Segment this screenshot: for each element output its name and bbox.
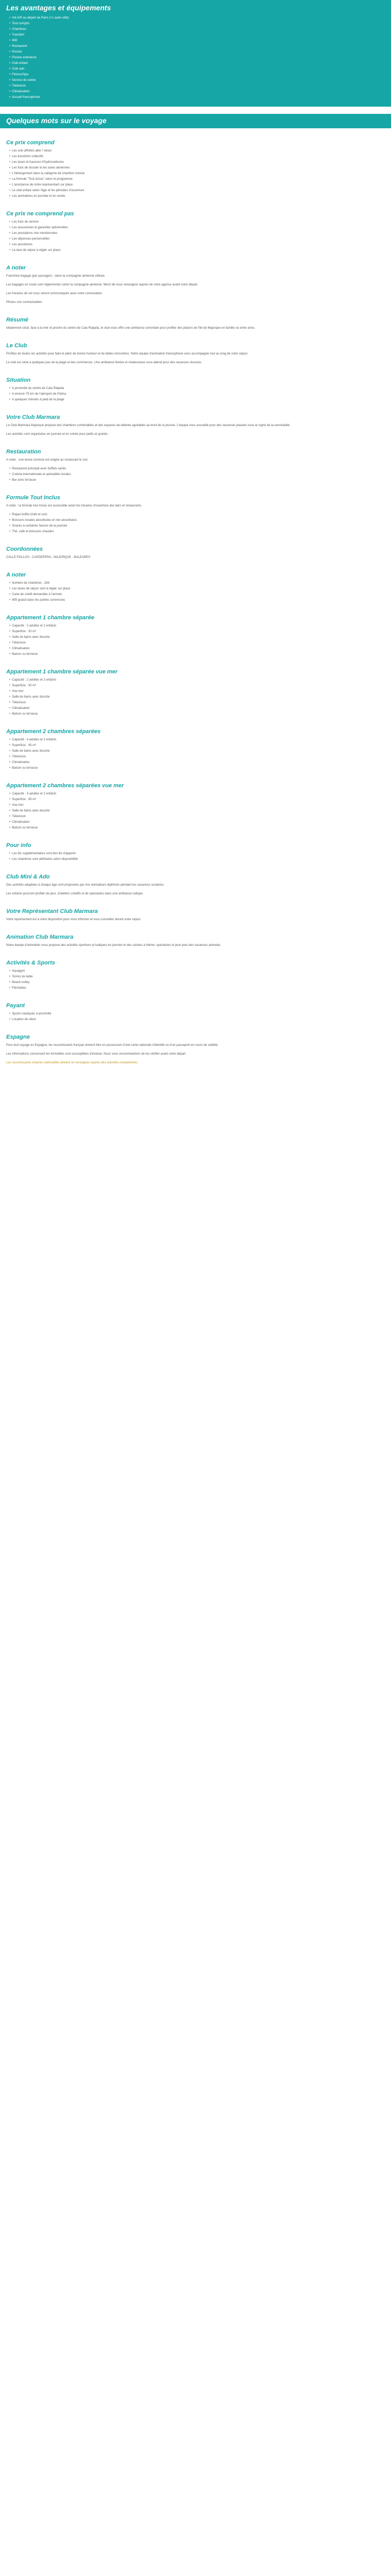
section-list (6, 466, 385, 483)
section-paragraph: Le club est situé à quelques pas de la plage et des commerces. Une ambiance festive et chaleureuse vous attend pour des vacances réussies. (6, 361, 202, 364)
section-list-item: • Restaurant principal avec buffets variés (9, 466, 385, 472)
section-list-item: • Capacité : 2 adultes et 2 enfants (9, 677, 385, 683)
section-title: Votre Club Marmara (6, 414, 60, 420)
section-list-item: • Balcon ou terrasse (9, 711, 385, 717)
section-list-item: • Les frais de dossier et les taxes aériennes (9, 165, 385, 171)
section-title: Payant (6, 1003, 25, 1009)
equipement-item: • Transfert (13, 32, 385, 38)
section-title: Espagne (6, 1034, 30, 1040)
section (6, 907, 385, 923)
equipement-item: • Club enfant (13, 61, 385, 66)
section-list-item: • Les lits supplémentaires sont des lits d'appoint (9, 851, 385, 857)
section-list-item: • Superficie : 45 m² (9, 797, 385, 803)
section-list-item: • Superficie : 30 m² (9, 683, 385, 689)
section-list-item: • Aquagym (9, 969, 385, 974)
section-title: Le Club (6, 343, 27, 349)
section-list-item: • Télévision (9, 700, 385, 706)
section-list-item: • Télévision (9, 754, 385, 760)
section (6, 782, 385, 831)
section (6, 727, 385, 771)
equipements-title: Les avantages et équipements (6, 4, 111, 12)
section-paragraph: Idéalement situé, face à la mer et proche du centre de Cala Ratjada, le club vous offre une ambiance conviviale pour profiter des plaisirs de l'île de Majorque en famille ou entre amis. (6, 327, 255, 330)
section-title: Activités & Sports (6, 960, 55, 966)
section-list-item: • Vue mer (9, 803, 385, 808)
section-title: Formule Tout Inclus (6, 495, 60, 501)
section-paragraph: Pour tout voyage en Espagne, les ressortissants français doivent être en possession d'une carte nationale d'identité ou d'un passeport en cours de validité. (6, 1044, 219, 1047)
section-list-item: • L'assistance de notre représentant sur place (9, 182, 385, 188)
section-title: Résumé (6, 317, 28, 323)
section-paragraph: Les informations concernant les formalités sont susceptibles d'évoluer. Nous vous recommandons de les vérifier avant votre départ. (6, 1053, 187, 1056)
section-list (6, 581, 385, 603)
section (6, 933, 385, 948)
section-list-item: • L'hébergement dans la catégorie de chambre choisie (9, 171, 385, 177)
equipement-item: • Tout compris (13, 21, 385, 27)
section-list-item: • Les taxes de séjour sont à régler sur place (9, 586, 385, 592)
section-title: A noter (6, 572, 26, 578)
section-list-item: • Climatisation (9, 820, 385, 825)
section-list-item: • Climatisation (9, 760, 385, 766)
section-title: Ce prix ne comprend pas (6, 211, 74, 217)
equipement-item: • Vol A/R au départ de Paris (+1 autre ville) (13, 15, 385, 21)
section-list-item: • Les taxes et hausses d'hydrocarbures (9, 160, 385, 165)
section-paragraph: Photos non contractuelles. (6, 301, 43, 304)
section-list-item: • Boissons locales alcoolisées et non alcoolisées (9, 518, 385, 523)
voyage-banner: Quelques mots sur le voyage (0, 114, 391, 128)
section-list-item: • Superficie : 45 m² (9, 743, 385, 749)
section-title: Animation Club Marmara (6, 934, 74, 940)
section-paragraph: Les activités sont organisées en journée et en soirée pour petits et grands. (6, 433, 109, 436)
section-title: Restauration (6, 449, 41, 455)
equipements-list (6, 15, 385, 100)
section-title: Pour info (6, 842, 31, 849)
section-list-item: • Balcon ou terrasse (9, 825, 385, 831)
section-list (6, 386, 385, 403)
section-list-item: • Balcon ou terrasse (9, 652, 385, 657)
section-paragraph: CALLE POLLOS - CAPDEPERA - MAJORQUE - BALEARES (6, 556, 91, 559)
section (6, 614, 385, 657)
section-list-item: • Wifi gratuit dans les parties communes (9, 598, 385, 603)
section-list-item: • A quelques minutes à pied de la plage (9, 397, 385, 403)
section-list-item: • Bar avec terrasse (9, 478, 385, 483)
section-list-item: • Cuisine internationale et spécialités locales (9, 472, 385, 478)
section-list-item: • Les transferts collectifs (9, 154, 385, 160)
section-list (6, 851, 385, 862)
section (6, 413, 385, 437)
section-list-item: • Fléchettes (9, 986, 385, 991)
section (6, 210, 385, 253)
section-title: Appartement 1 chambre séparée vue mer (6, 669, 118, 675)
section-paragraph: Profitez de toutes les activités pour faire le plein de bonne humeur et de belles rencontres. Notre équipe d'animation francophone vous accompagne tout au long de votre séjour. (6, 352, 249, 355)
section-list-item: • Repas buffet (midi et soir) (9, 512, 385, 518)
section-list-item: • Télévision (9, 814, 385, 820)
section-paragraph: Franchise bagage (par passager) : selon la compagnie aérienne utilisée (6, 275, 105, 278)
section-title: Ce prix comprend (6, 140, 55, 146)
section-list-item: • Salle de bains avec douche (9, 749, 385, 754)
section-list-item: • Les dépenses personnelles (9, 236, 385, 242)
section-paragraph: A noter : une tenue correcte est exigée au restaurant le soir. (6, 459, 89, 462)
equipement-item: • Piscine extérieure (13, 55, 385, 61)
section-list-item: • Salle de bains avec douche (9, 635, 385, 640)
section (6, 1002, 385, 1023)
section-list-item: • Salle de bains avec douche (9, 808, 385, 814)
equipement-item: • Chambres (13, 27, 385, 32)
section-list-item: • Les assurances et garanties optionnelles (9, 225, 385, 231)
page (0, 0, 391, 1069)
section-list-item: • A environ 75 km de l'aéroport de Palma (9, 392, 385, 397)
section-list-item: • Location de vélos (9, 1017, 385, 1023)
section-list-item: • Capacité : 4 adultes et 2 enfants (9, 737, 385, 743)
section-list-item: • Snacks à certaines heures de la journée (9, 523, 385, 529)
section-list-item: • La formule "Tout Inclus" selon le programme (9, 177, 385, 182)
section-list-item: • Les chambres sont attribuées selon disponibilité (9, 857, 385, 862)
section (6, 1033, 385, 1066)
sections-container (0, 139, 391, 1066)
section-title: Appartement 2 chambres séparées vue mer (6, 783, 124, 789)
section (6, 494, 385, 535)
section-list-item: • Capacité : 4 adultes et 2 enfants (9, 791, 385, 797)
section-paragraph: Les horaires de vol vous seront communiqués avec votre convocation. (6, 292, 103, 295)
section-list (6, 1011, 385, 1023)
section-paragraph: Notre équipe d'animation vous propose des activités sportives et ludiques en journée et des soirées à thème, spectacles et jeux pour des vacances animées. (6, 944, 221, 947)
section-title: A noter (6, 265, 26, 271)
section-list-item: • Carte de crédit demandée à l'arrivée (9, 592, 385, 598)
section-paragraph: Le Club Marmara Majorque propose des chambres confortables et des espaces de détente agréables au bord de la piscine. L'équipe vous accueille pour des vacances placées sous le signe de la convivialité. (6, 424, 290, 427)
section (6, 571, 385, 603)
section-list-item: • Superficie : 30 m² (9, 629, 385, 635)
section (6, 264, 385, 306)
equipement-item: • Wifi (13, 38, 385, 44)
section-list (6, 677, 385, 717)
section (6, 959, 385, 991)
section-paragraph: Les enfants pourront profiter de jeux, d'ateliers créatifs et de spectacles dans une ambiance ludique. (6, 892, 144, 895)
section-list (6, 219, 385, 253)
section-title: Appartement 2 chambres séparées (6, 728, 101, 735)
section-list-item: • Le club enfant selon l'âge et les périodes d'ouverture (9, 188, 385, 194)
equipement-item: • Service de soirée (13, 78, 385, 83)
section-title: Situation (6, 377, 31, 383)
equipement-item: • Fitness/Spa (13, 72, 385, 78)
section-list-item: • Les vols affrétés aller / retour (9, 148, 385, 154)
section (6, 873, 385, 897)
section-list-item: • Les prestations non mentionnées (9, 231, 385, 236)
section (6, 668, 385, 717)
section-list (6, 737, 385, 771)
highlight-note: Les ressortissants d'autres nationalités doivent se renseigner auprès des autorités compétentes. (6, 1061, 138, 1064)
section-list-item: • Télévision (9, 640, 385, 646)
section-list-item: • Climatisation (9, 646, 385, 652)
section-list-item: • La taxe de séjour à régler sur place (9, 248, 385, 253)
section (6, 376, 385, 403)
section-list (6, 148, 385, 199)
equipement-item: • Climatisation (13, 89, 385, 95)
equipement-item: • Accueil francophone (13, 95, 385, 100)
section-list-item: • Les pourboires (9, 242, 385, 248)
section-list (6, 969, 385, 991)
section-list-item: • Sports nautiques à proximité (9, 1011, 385, 1017)
section-list-item: • Les frais de service (9, 219, 385, 225)
section-list-item: • Vue mer (9, 689, 385, 694)
section-list-item: • Thé, café et boissons chaudes (9, 529, 385, 535)
section-list-item: • A proximité du centre de Cala Ratjada (9, 386, 385, 392)
section-list-item: • Balcon ou terrasse (9, 766, 385, 771)
section (6, 841, 385, 862)
section (6, 545, 385, 561)
equipement-item: • Télévision (13, 83, 385, 89)
section (6, 448, 385, 483)
section-list-item: • Salle de bains avec douche (9, 694, 385, 700)
section-list-item: • Climatisation (9, 706, 385, 711)
section (6, 342, 385, 366)
section-paragraph: Des activités adaptées à chaque âge sont proposées par nos animateurs diplômés pendant les vacances scolaires. (6, 884, 165, 887)
section-list-item: • Les animations en journée et en soirée (9, 194, 385, 199)
section-title: Appartement 1 chambre séparée (6, 615, 94, 621)
section-title: Club Mini & Ado (6, 874, 50, 880)
section-list (6, 623, 385, 657)
section (6, 139, 385, 199)
section-list-item: • Beach-volley (9, 980, 385, 986)
equipement-item: • Club ado (13, 66, 385, 72)
section-paragraph: Les bagages en soute sont réglementés selon la compagnie aérienne. Merci de vous renseigner auprès de votre agence avant votre départ. (6, 283, 199, 286)
section-paragraph: Votre représentant est à votre disposition pour vous informer et vous conseiller durant votre séjour. (6, 918, 141, 921)
section-title: Coordonnées (6, 546, 43, 552)
equipement-item: • Piscine (13, 49, 385, 55)
section-list (6, 791, 385, 831)
section-list (6, 512, 385, 535)
equipement-item: • Restaurant (13, 44, 385, 49)
section-list-item: • Tennis de table (9, 974, 385, 980)
section-paragraph: A noter : la formule tout inclus est accessible selon les horaires d'ouverture des bars et restaurants. (6, 504, 142, 507)
section-title: Votre Représentant Club Marmara (6, 908, 98, 914)
section-list-item: • Nombre de chambres : 264 (9, 581, 385, 586)
equipements-panel (0, 0, 391, 107)
section (6, 316, 385, 331)
section-list-item: • Capacité : 2 adultes et 2 enfants (9, 623, 385, 629)
